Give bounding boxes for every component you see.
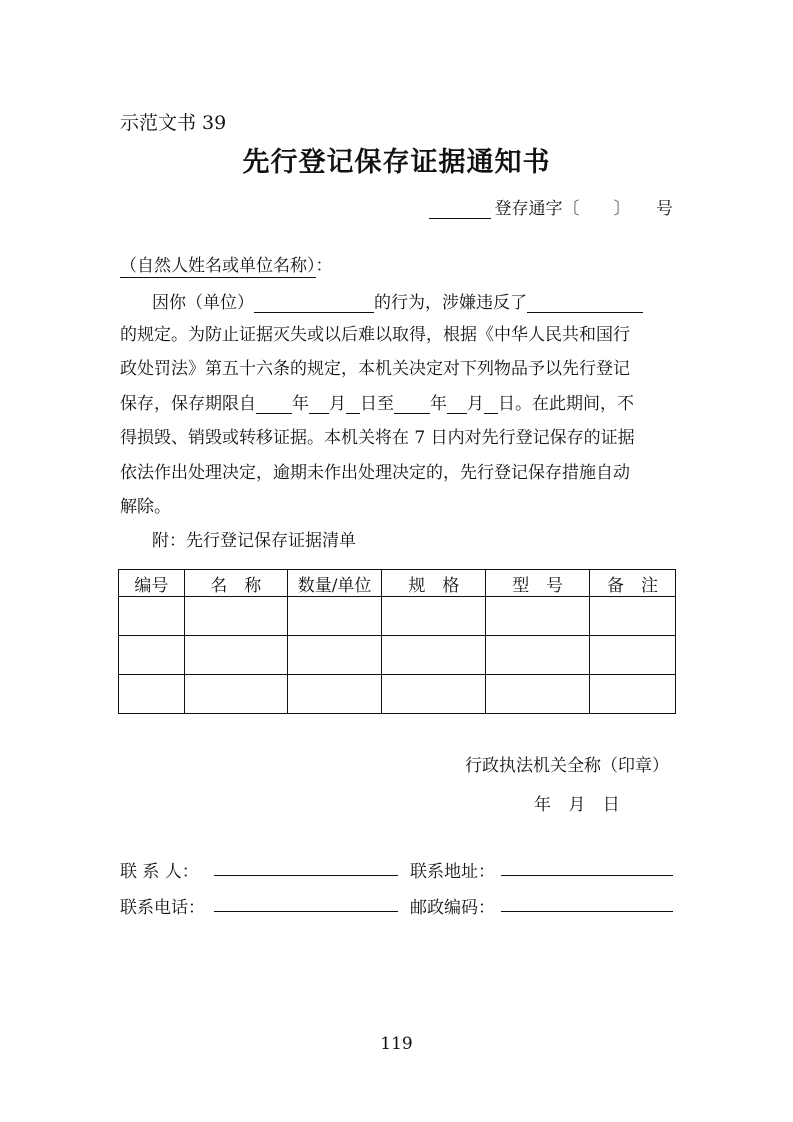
table-row [119,597,676,636]
issue-date: 年 月 日 [534,795,620,815]
table-cell[interactable] [184,675,287,714]
table-cell[interactable] [184,636,287,675]
end-year-blank [394,396,430,414]
recipient-name: （自然人姓名或单位名称） [120,256,316,276]
table-cell[interactable] [382,597,486,636]
table-cell[interactable] [287,636,382,675]
table-cell[interactable] [119,675,185,714]
contact-phone-label: 联系电话： [120,898,205,918]
contact-address-field[interactable] [501,858,673,876]
body-line-6: 依法作出处理决定，逾期未作出处理决定的，先行登记保存措施自动 [120,463,630,483]
contact-person-label: 联 系 人： [120,862,199,882]
body-text: 月 [467,394,484,414]
table-row [119,675,676,714]
table-cell[interactable] [486,675,590,714]
postcode-label: 邮政编码： [410,898,495,918]
table-cell[interactable] [382,636,486,675]
header-model: 型 号 [486,570,590,597]
start-year-blank [256,396,292,414]
table-cell[interactable] [287,675,382,714]
start-day-blank [346,396,360,414]
header-number: 编号 [119,570,185,597]
body-text: 年 [292,394,309,414]
table-cell[interactable] [287,597,382,636]
body-text: 日。在此期间，不 [498,394,634,414]
body-text: 因你（单位） [152,293,254,313]
postcode-field[interactable] [501,894,673,912]
body-text: 月 [329,394,346,414]
document-number-blank [429,201,491,219]
body-text: 日至 [360,394,394,414]
header-remarks: 备 注 [590,570,676,597]
table-cell[interactable] [382,675,486,714]
document-number-text: 登存通字〔 〕 号 [494,199,673,219]
table-row [119,636,676,675]
body-text: 保存，保存期限自 [120,394,256,414]
contact-address-label: 联系地址： [410,862,495,882]
end-month-blank [447,396,467,414]
attachment-note: 附：先行登记保存证据清单 [152,531,356,551]
issuing-authority: 行政执法机关全称（印章） [465,756,669,776]
contact-person-field[interactable] [214,858,398,876]
recipient-suffix: ： [315,256,333,276]
document-number [429,194,674,219]
header-specification: 规 格 [382,570,486,597]
conduct-blank [254,295,374,313]
table-cell[interactable] [119,636,185,675]
evidence-table [118,569,676,714]
table-cell[interactable] [119,597,185,636]
body-line-3: 政处罚法》第五十六条的规定，本机关决定对下列物品予以先行登记 [120,359,630,379]
start-month-blank [309,396,329,414]
table-header-row [119,570,676,597]
body-text: 的行为，涉嫌违反了 [374,293,527,313]
table-cell[interactable] [486,597,590,636]
table-cell[interactable] [590,675,676,714]
body-line-5: 得损毁、销毁或转移证据。本机关将在 7 日内对先行登记保存的证据 [120,428,635,448]
body-text: 年 [430,394,447,414]
header-quantity-unit: 数量/单位 [287,570,382,597]
table-cell[interactable] [590,597,676,636]
recipient-line [120,251,333,276]
table-cell[interactable] [486,636,590,675]
document-label: 示范文书 39 [120,112,227,134]
law-blank [527,295,643,313]
body-line-7: 解除。 [120,497,171,517]
contact-phone-field[interactable] [214,894,398,912]
page-number: 119 [380,1034,413,1054]
body-line-2: 的规定。为防止证据灭失或以后难以取得，根据《中华人民共和国行 [120,325,630,345]
table-cell[interactable] [184,597,287,636]
table-cell[interactable] [590,636,676,675]
header-name: 名 称 [184,570,287,597]
body-line-1 [152,288,643,313]
document-title: 先行登记保存证据通知书 [242,147,551,178]
end-day-blank [484,396,498,414]
body-line-4 [120,389,634,414]
